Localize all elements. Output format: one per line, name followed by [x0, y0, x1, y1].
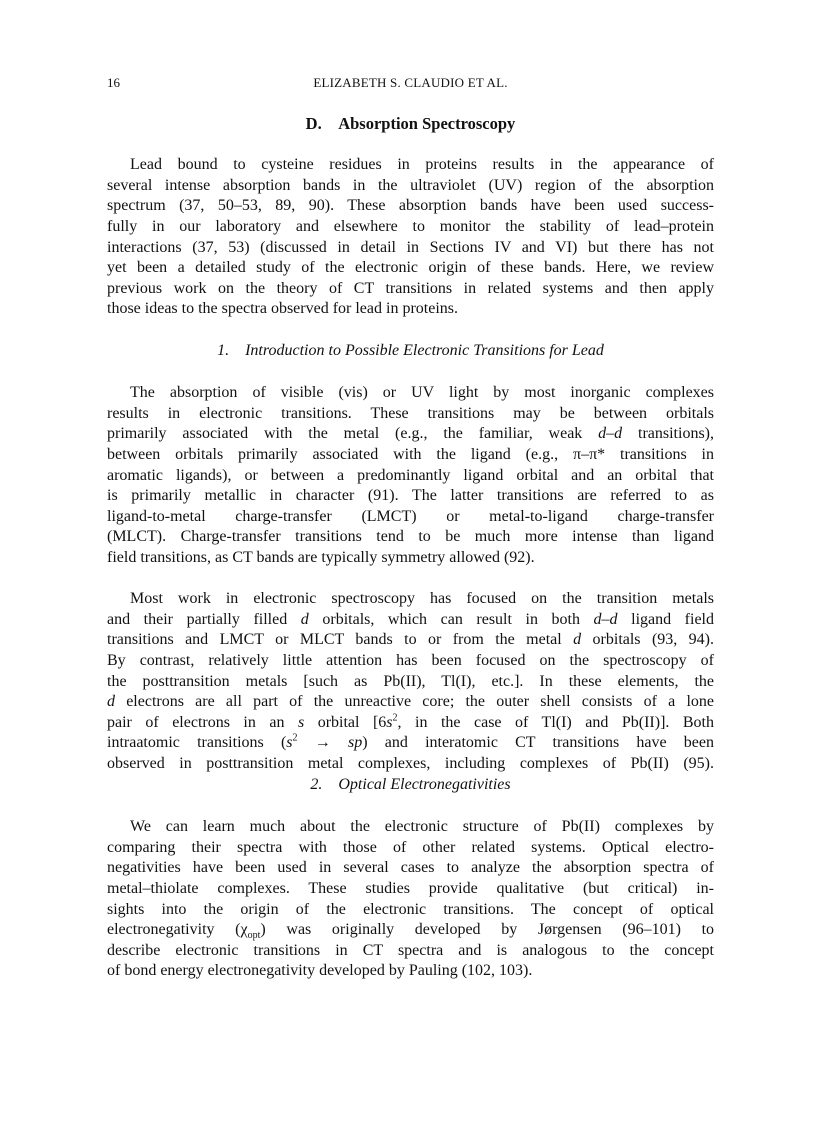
- text-line: [107, 217, 714, 238]
- text-segment: yet been a detailed study of the electronic origin of these bands. Here, we review: [107, 259, 714, 277]
- text-segment: electrons are all part of the unreactive core; the outer shell consists of a lone: [115, 693, 714, 711]
- text-segment: is primarily metallic in character (91). The latter transitions are referred to as: [107, 487, 714, 505]
- text-line: [107, 858, 714, 879]
- text-segment: primarily associated with the metal (e.g., the familiar, weak: [107, 425, 599, 443]
- text-line: [107, 486, 714, 507]
- text-line: [107, 630, 714, 651]
- subsection-heading-1: 1. Introduction to Possible Electronic Transitions for Lead: [217, 342, 604, 359]
- text-segment: comparing their spectra with those of other related systems. Optical electro-: [107, 838, 714, 856]
- text-line: [107, 879, 714, 900]
- text-line: [107, 548, 714, 569]
- text-line: [107, 672, 714, 693]
- subsection-heading-2: 2. Optical Electronegativities: [310, 776, 511, 793]
- text-segment: d–d: [598, 425, 623, 443]
- text-segment: those ideas to the spectra observed for lead in proteins.: [107, 300, 458, 318]
- text-segment: several intense absorption bands in the ultraviolet (UV) region of the absorption: [107, 176, 714, 194]
- text-line: [107, 258, 714, 279]
- text-line: [107, 651, 714, 672]
- text-segment: describe electronic transitions in CT spectra and is analogous to the concept: [107, 941, 714, 959]
- text-segment: previous work on the theory of CT transitions in related systems and then apply: [107, 279, 714, 297]
- text-line: [107, 155, 714, 176]
- text-segment: intraatomic transitions (: [107, 734, 287, 752]
- text-segment: By contrast, relatively little attention has been focused on the spectroscopy of: [107, 651, 714, 669]
- text-line: [107, 507, 714, 528]
- text-line: [107, 589, 714, 610]
- text-line: [107, 445, 714, 466]
- text-segment: d–d: [593, 610, 618, 628]
- text-segment: interactions (37, 53) (discussed in detail in Sections IV and VI) but there has not: [107, 238, 714, 256]
- text-segment: between orbitals primarily associated with the ligand (e.g., π–π* transitions in: [107, 445, 714, 463]
- text-segment: sights into the origin of the electronic transitions. The concept of optical: [107, 900, 714, 918]
- text-line: [107, 527, 714, 548]
- text-line: [107, 404, 714, 425]
- text-segment: of bond energy electronegativity developed by Pauling (102, 103).: [107, 962, 533, 980]
- text-line: [107, 692, 714, 713]
- text-segment: ligand-to-metal charge-transfer (LMCT) or metal-to-ligand charge-transfer: [107, 507, 714, 525]
- text-segment: field transitions, as CT bands are typically symmetry allowed (92).: [107, 549, 535, 567]
- text-line: [107, 733, 714, 754]
- text-segment: s: [297, 713, 305, 731]
- text-segment: pair of electrons in an: [107, 713, 298, 731]
- text-line: [107, 238, 714, 259]
- text-segment: transitions),: [622, 425, 714, 443]
- text-segment: Most work in electronic spectroscopy has focused on the transition metals: [130, 590, 714, 607]
- running-header-author: ELIZABETH S. CLAUDIO ET AL.: [313, 75, 508, 90]
- text-line: [107, 900, 714, 921]
- text-segment: fully in our laboratory and elsewhere to monitor the stability of lead–protein: [107, 217, 714, 235]
- text-line: [107, 424, 714, 445]
- text-line: [107, 941, 714, 962]
- text-segment: The absorption of visible (vis) or UV light by most inorganic complexes: [130, 384, 714, 401]
- text-line: [107, 383, 714, 404]
- text-segment: ligand field: [617, 610, 715, 628]
- page-number: 16: [107, 75, 120, 90]
- text-line: [107, 176, 714, 197]
- text-segment: s: [286, 734, 293, 752]
- text-segment: spectrum (37, 50–53, 89, 90). These absorption bands have been used success-: [107, 197, 714, 215]
- section-heading: D. Absorption Spectroscopy: [305, 114, 516, 133]
- text-segment: d: [573, 631, 582, 649]
- text-segment: d: [107, 693, 115, 711]
- text-segment: the posttransition metals [such as Pb(II), Tl(I), etc.]. In these elements, the: [107, 672, 714, 690]
- paragraph: [107, 589, 714, 775]
- text-line: [107, 299, 714, 320]
- text-segment: aromatic ligands), or between a predominantly ligand orbital and an orbital that: [107, 466, 714, 484]
- text-line: [107, 754, 714, 775]
- text-segment: opt: [247, 930, 261, 942]
- text-line: [107, 920, 714, 941]
- text-line: [107, 838, 714, 859]
- text-line: [107, 610, 714, 631]
- text-segment: We can learn much about the electronic structure of Pb(II) complexes by: [130, 818, 714, 835]
- text-line: [107, 817, 714, 838]
- text-segment: observed in posttransition metal complexes, including complexes of Pb(II) (95).: [107, 755, 714, 773]
- text-segment: d: [300, 610, 309, 628]
- text-line: [107, 713, 714, 734]
- paragraph: [107, 155, 714, 320]
- paragraph: [107, 817, 714, 982]
- running-header: [107, 75, 714, 95]
- text-segment: Lead bound to cysteine residues in proteins results in the appearance of: [130, 156, 714, 173]
- text-segment: results in electronic transitions. These transitions may be between orbitals: [107, 404, 714, 422]
- text-segment: 2: [292, 733, 298, 745]
- text-segment: 2: [392, 712, 398, 724]
- text-segment: , in the case of Tl(I) and Pb(II)]. Both: [397, 713, 715, 731]
- text-segment: orbitals, which can result in both: [308, 610, 594, 628]
- text-line: [107, 961, 714, 982]
- text-segment: orbitals (93, 94).: [581, 631, 714, 649]
- text-segment: →: [297, 734, 348, 752]
- text-segment: metal–thiolate complexes. These studies provide qualitative (but critical) in-: [107, 879, 714, 897]
- text-line: [107, 196, 714, 217]
- text-segment: electronegativity (χ: [107, 921, 248, 939]
- text-segment: transitions and LMCT or MLCT bands to or from the metal: [107, 631, 574, 649]
- text-line: [107, 279, 714, 300]
- text-segment: ) was originally developed by Jørgensen (96–101) to: [260, 921, 715, 939]
- text-line: [107, 466, 714, 487]
- text-segment: and their partially filled: [107, 610, 301, 628]
- text-segment: (MLCT). Charge-transfer transitions tend to be much more intense than ligand: [107, 528, 714, 546]
- text-segment: orbital [6: [304, 713, 387, 731]
- text-segment: ) and interatomic CT transitions have been: [362, 734, 715, 752]
- text-segment: sp: [347, 734, 363, 752]
- text-segment: negativities have been used in several cases to analyze the absorption spectra of: [107, 859, 714, 877]
- text-segment: s: [386, 713, 393, 731]
- paragraph: [107, 383, 714, 569]
